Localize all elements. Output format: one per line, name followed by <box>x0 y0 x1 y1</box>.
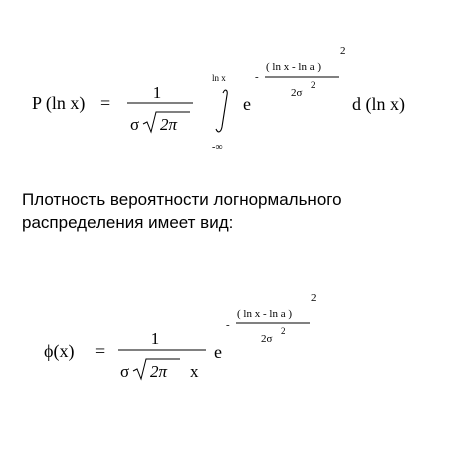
cdf-equals: = <box>100 93 111 113</box>
pdf-denominator-x: x <box>190 362 199 381</box>
cdf-base-e: e <box>243 94 251 114</box>
cdf-numerator: 1 <box>152 83 162 102</box>
pdf-denominator-sigma: σ <box>120 362 130 381</box>
cdf-differential: d (ln x) <box>352 94 405 114</box>
pdf-exp-denominator: 2σ <box>261 333 273 345</box>
pdf-exp-denominator-power: 2 <box>281 326 286 336</box>
cdf-lhs: P (ln x) <box>32 93 86 113</box>
pdf-exp-sign: - <box>226 319 230 331</box>
cdf-denominator-sqrt: 2π <box>160 115 178 134</box>
cdf-exp-sign: - <box>255 71 259 83</box>
pdf-exp-numerator: ( ln x - ln a ) <box>237 308 292 320</box>
description-line-2: распределения имеет вид: <box>22 213 234 232</box>
pdf-equals: = <box>95 341 106 361</box>
cdf-integral-upper: ln x <box>212 73 226 83</box>
pdf-lhs: ϕ(x) <box>44 341 75 361</box>
pdf-base-e: e <box>214 342 222 362</box>
cdf-denominator-sigma: σ <box>130 115 140 134</box>
description-line-1: Плотность вероятности логнормального <box>22 190 342 209</box>
cdf-exp-denominator: 2σ <box>291 87 303 99</box>
cdf-exp-numerator: ( ln x - ln a ) <box>266 61 321 73</box>
pdf-exp-power: 2 <box>311 292 317 304</box>
pdf-numerator: 1 <box>150 329 160 348</box>
cdf-integral-lower: -∞ <box>212 142 223 153</box>
cdf-exp-denominator-power: 2 <box>311 80 316 90</box>
pdf-denominator-sqrt: 2π <box>150 362 168 381</box>
cdf-exp-power: 2 <box>340 45 346 57</box>
